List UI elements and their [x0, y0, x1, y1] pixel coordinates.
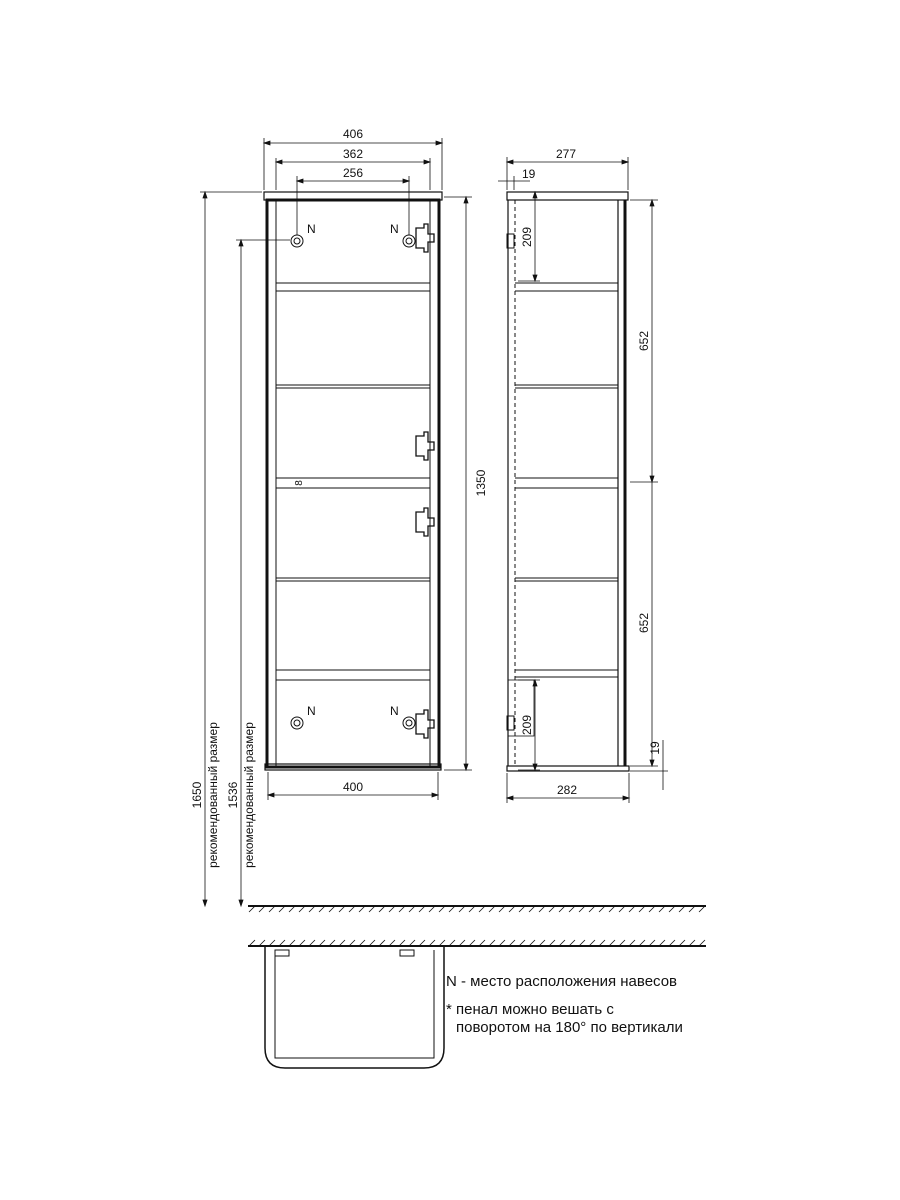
dim-362: 362: [342, 147, 364, 161]
dim-19-top: 19: [522, 167, 536, 181]
dim-19-bottom: 19: [648, 741, 662, 755]
dim-1650: 1650: [190, 781, 204, 809]
legend-hanger-note: N - место расположения навесов: [446, 973, 678, 990]
dim-277: 277: [555, 147, 577, 161]
plan-body-outline: [265, 946, 444, 1068]
dim-209-bottom: 209: [520, 714, 534, 736]
hanger-hole-bottom-left: [291, 717, 303, 729]
dim-1650-recommended-label: рекомендованный размер: [206, 722, 220, 868]
dim-652-upper: 652: [637, 330, 651, 352]
dim-400: 400: [342, 780, 364, 794]
legend-rotation-note-line2: поворотом на 180° по вертикали: [456, 1019, 683, 1036]
dim-406: 406: [342, 127, 364, 141]
front-view: [200, 138, 472, 906]
hinge-icon: [416, 508, 434, 536]
hanger-hole-top-right: [403, 235, 415, 247]
hinge-icon: [416, 432, 434, 460]
dim-282: 282: [556, 783, 578, 797]
hanger-marker: N: [307, 222, 316, 236]
dim-1350: 1350: [474, 469, 488, 497]
side-top-cap: [507, 192, 628, 200]
dim-652-lower: 652: [637, 612, 651, 634]
hinge-icon: [416, 224, 434, 252]
front-body: [267, 200, 439, 767]
dim-209-top: 209: [520, 226, 534, 248]
hanger-marker: N: [307, 704, 316, 718]
dim-1350-line: [444, 197, 472, 770]
dim-1536-recommended-label: рекомендованный размер: [242, 722, 256, 868]
hanger-hole-bottom-right: [403, 717, 415, 729]
hanger-marker: N: [390, 704, 399, 718]
hanger-marker: N: [390, 222, 399, 236]
dim-406-line: [264, 138, 442, 190]
dim-256: 256: [342, 166, 364, 180]
dim-1536: 1536: [226, 781, 240, 809]
legend-rotation-note-line1: * пенал можно вешать с: [446, 1001, 614, 1018]
hanger-hole-top-left: [291, 235, 303, 247]
hinge-icon: [416, 710, 434, 738]
side-view: [498, 157, 668, 803]
dim-8: 8: [294, 480, 305, 486]
floor-line: [248, 906, 706, 912]
